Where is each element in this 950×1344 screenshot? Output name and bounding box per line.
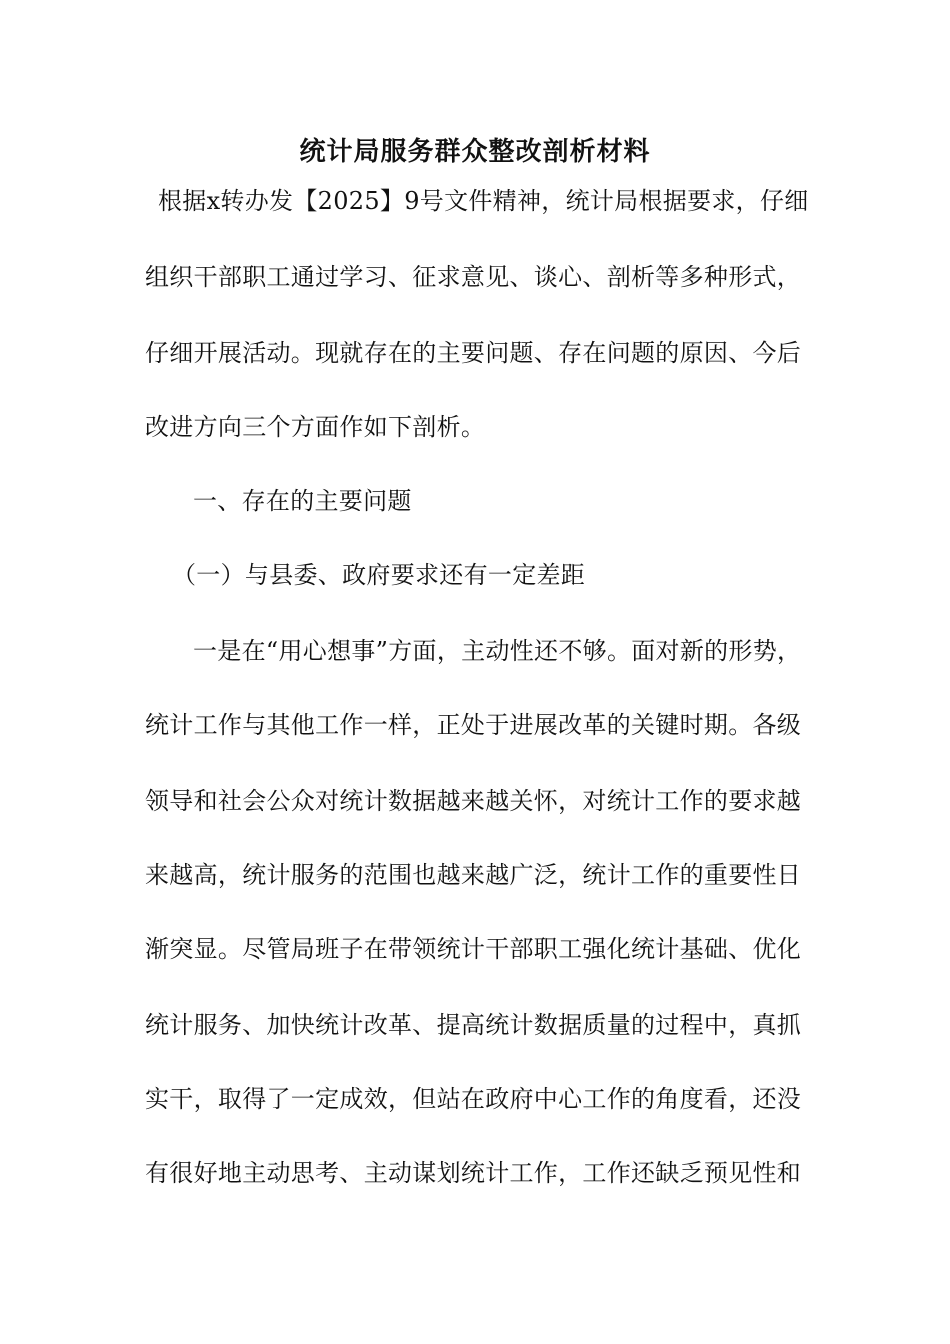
paragraph-line: 一是在“用心想事”方面，主动性还不够。面对新的形势， [193, 637, 802, 665]
paragraph-line: 根据x转办发【2025】9号文件精神，统计局根据要求，仔细 [158, 187, 809, 215]
paragraph-line: 统计工作与其他工作一样，正处于进展改革的关键时期。各级 [145, 711, 802, 739]
paragraph-line: 组织干部职工通过学习、征求意见、谈心、剖析等多种形式， [145, 263, 802, 291]
paragraph-line: 有很好地主动思考、主动谋划统计工作，工作还缺乏预见性和 [145, 1159, 802, 1187]
subsection-heading: （一）与县委、政府要求还有一定差距 [172, 561, 586, 589]
paragraph-line: 统计服务、加快统计改革、提高统计数据质量的过程中，真抓 [145, 1011, 802, 1039]
section-heading: 一、存在的主要问题 [193, 487, 412, 515]
paragraph-line: 来越高，统计服务的范围也越来越广泛，统计工作的重要性日 [145, 861, 802, 889]
paragraph-line: 实干，取得了一定成效，但站在政府中心工作的角度看，还没 [145, 1085, 802, 1113]
paragraph-line: 领导和社会公众对统计数据越来越关怀，对统计工作的要求越 [145, 787, 802, 815]
paragraph-line: 仔细开展活动。现就存在的主要问题、存在问题的原因、今后 [145, 339, 802, 367]
document-title: 统计局服务群众整改剖析材料 [299, 137, 651, 167]
paragraph-line: 渐突显。尽管局班子在带领统计干部职工强化统计基础、优化 [145, 935, 802, 963]
paragraph-line: 改进方向三个方面作如下剖析。 [145, 413, 486, 441]
